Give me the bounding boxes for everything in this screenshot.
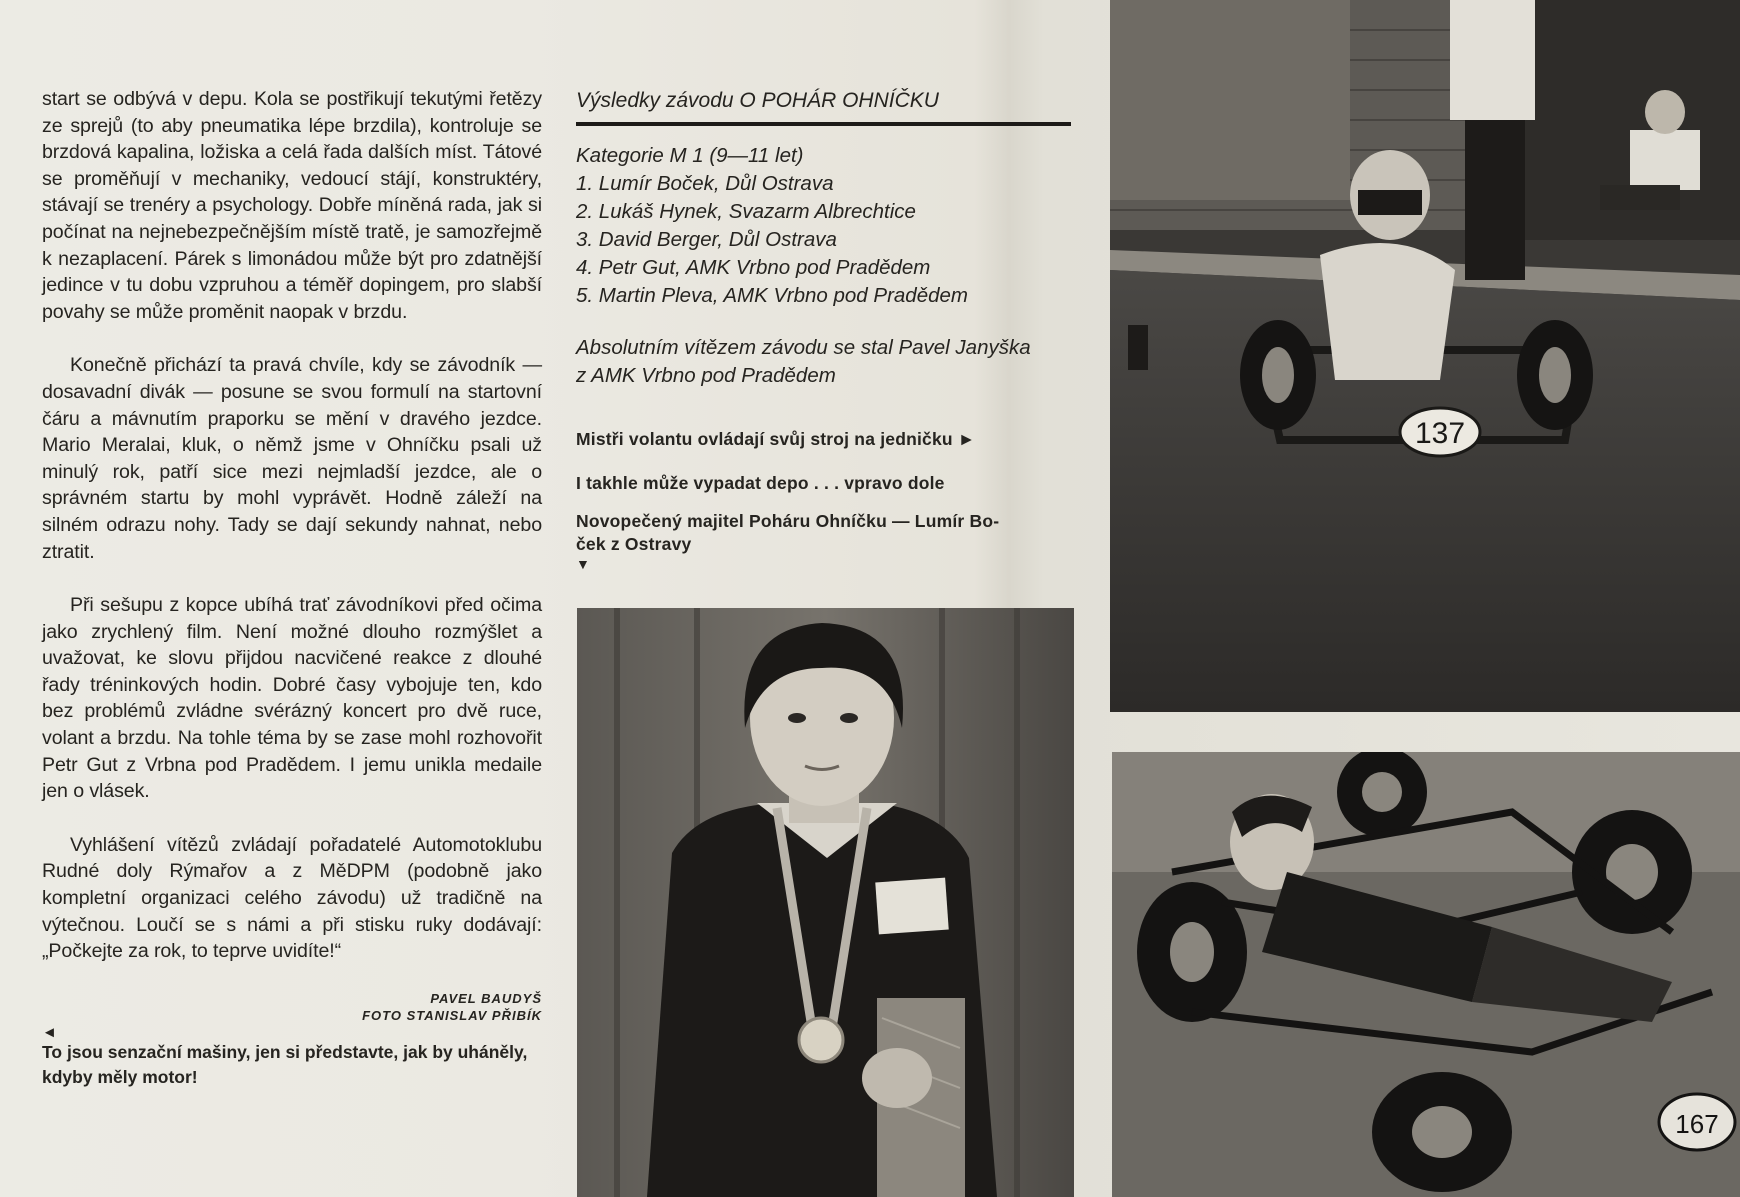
result-item: 4. Petr Gut, AMK Vrbno pod Pradědem	[576, 256, 931, 279]
depo-karts-illustration	[1112, 752, 1740, 1197]
photo-kart-racer	[1110, 0, 1740, 712]
winner-line-1: Absolutním vítězem závodu se stal Pavel Janyška	[576, 336, 1031, 359]
result-item: 1. Lumír Boček, Důl Ostrava	[576, 172, 834, 195]
photo-depo-karts	[1112, 752, 1740, 1197]
result-item: 5. Martin Pleva, AMK Vrbno pod Pradědem	[576, 284, 968, 307]
caption-winner-photo	[576, 510, 1076, 572]
winner-boy-illustration	[577, 608, 1074, 1197]
caption-top-photo: Mistři volantu ovládají svůj stroj na jedničku ►	[576, 429, 976, 449]
absolute-winner	[576, 334, 1076, 390]
arrow-left-icon: ◄	[42, 1024, 57, 1041]
kart-number-bottom: 167	[1675, 1109, 1719, 1139]
article-body	[42, 86, 542, 992]
results-title: Výsledky závodu O POHÁR OHNÍČKU	[576, 86, 1071, 126]
kart-racer-illustration	[1110, 0, 1740, 712]
author-name: PAVEL BAUDYŠ	[430, 991, 542, 1006]
caption-winner-line-2: ček z Ostravy	[576, 534, 692, 554]
article-credits	[42, 990, 542, 1024]
photo-credit: FOTO STANISLAV PŘIBÍK	[362, 1008, 542, 1023]
article-paragraph-2: Konečně přichází ta pravá chvíle, kdy se závodník — dosavadní divák — posune se svou formulí na startovní čáru a mávnutím praporku se mění v dravého jezdce. Mario Meralai, kluk, o němž jsme v Ohníčku psali už minulý rok, patří sice mezi nejmladší jezdce, ale o správném startu by mohl vyprávět. Hodně záleží na silném odrazu nohy. Tady se dají sekundy nahnat, nebo ztratit.	[42, 354, 542, 563]
article-paragraph-1: start se odbývá v depu. Kola se postřikují tekutými řetězy ze sprejů (to aby pneumatika lépe brzdila), kontroluje se brzdová kapalina, ložiska a celá řada dalších míst. Tátové se proměňují v mechaniky, vedoucí stájí, konstruktéry, stávají se trenéry a psychology. Dobře míněná rada, jak si počínat na nejnebezpečnějším místě tratě, je samozřejmě k nezaplacení. Párek s limonádou může být pro zdatnější jedince v tu dobu vzpruhou a téměř dopingem, pro slabší povahy se může proměnit naopak v brzdu.	[42, 88, 542, 323]
winner-line-2: z AMK Vrbno pod Pradědem	[576, 364, 836, 387]
result-item: 2. Lukáš Hynek, Svazarm Albrechtice	[576, 200, 916, 223]
caption-winner-line-1: Novopečený majitel Poháru Ohníčku — Lumír Bo-	[576, 511, 1000, 531]
arrow-down-icon: ▼	[576, 556, 591, 572]
article-paragraph-4: Vyhlášení vítězů zvládají pořadatelé Automotoklubu Rudné doly Rýmařov a z MěDPM (podobně jako kompletní organizaci celého závodu) už tradičně na výtečnou. Loučí se s námi a při stisku ruky dodávají: „Počkejte za rok, to teprve uvidíte!“	[42, 833, 542, 963]
caption-depo: I takhle může vypadat depo . . . vpravo dole	[576, 473, 945, 493]
article-paragraph-3: Při sešupu z kopce ubíhá trať závodníkovi před očima jako zrychlený film. Není možné dlouho rozmýšlet a uvažovat, ke slovu přijdou nacvičené reakce z dlouhé řady tréninkových hodin. Dobré časy vybojuje ten, kdo bez problémů zvládne svérázný koncert pro dvě ruce, volant a brzdu. Na tohle téma by se zase mohl rozhovořit Petr Gut z Vrbna pod Pradědem. I jemu unikla medaile jen o vlásek.	[42, 594, 542, 803]
kart-number-top: 137	[1414, 417, 1466, 450]
photo-winner-boy	[577, 608, 1074, 1197]
result-item: 3. David Berger, Důl Ostrava	[576, 228, 837, 251]
results-category: Kategorie M 1 (9—11 let)	[576, 144, 804, 167]
results-list	[576, 142, 1076, 310]
caption-karts: To jsou senzační mašiny, jen si představte, jak by uháněly, kdyby měly motor!	[42, 1042, 528, 1087]
